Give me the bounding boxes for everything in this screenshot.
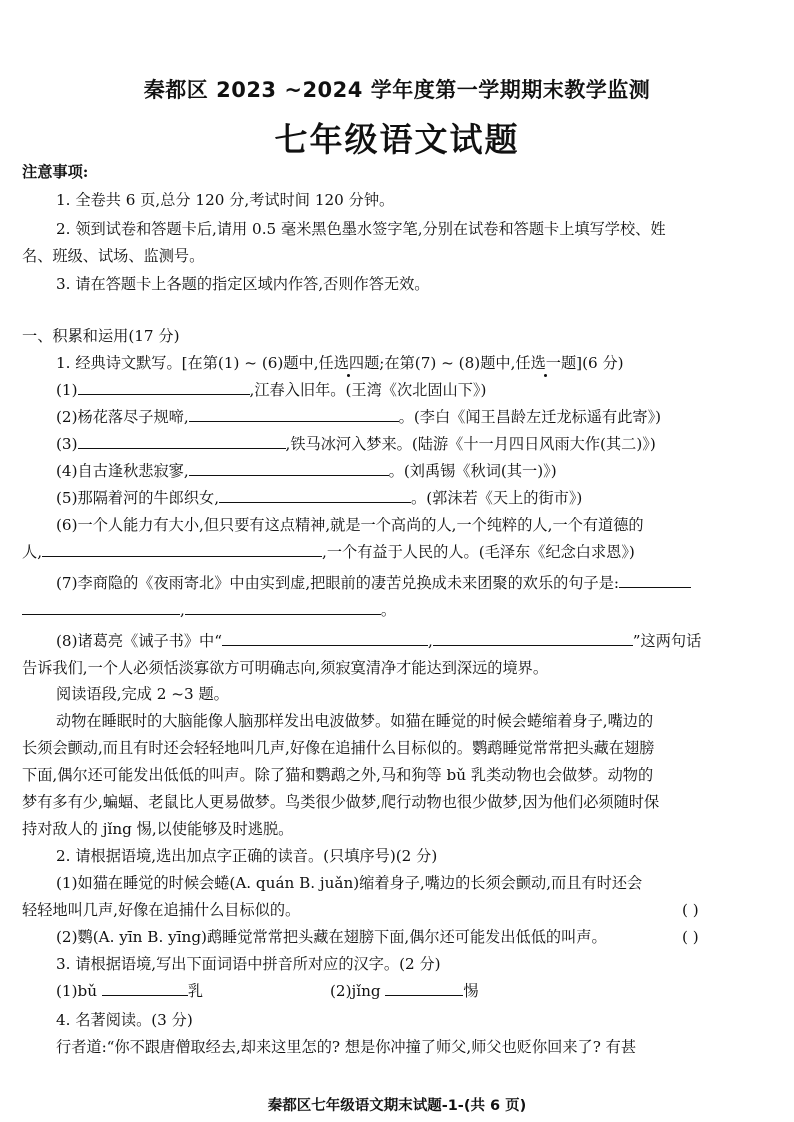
- answer-blank[interactable]: [385, 981, 463, 996]
- poem-line-5: (5)那隔着河的牛郎织女, 。(郭沫若《天上的街市》): [56, 489, 583, 507]
- reading-paragraph-line: 长须会颤动,而且有时还会轻轻地叫几声,好像在追捕什么目标似的。鹦鹉睡觉常常把头藏在翅膀: [22, 739, 655, 757]
- notice-item-2-cont: 名、班级、试场、监测号。: [22, 247, 205, 265]
- answer-paren[interactable]: ( ): [682, 901, 699, 919]
- emphasis-choose-four: 任选四题: [318, 354, 380, 372]
- question-4-stem: 4. 名著阅读。(3 分): [56, 1011, 193, 1029]
- reading-paragraph-line: 梦有多有少,蝙蝠、老鼠比人更易做梦。鸟类很少做梦,爬行动物也很少做梦,因为他们必须随时保: [22, 793, 660, 811]
- answer-blank[interactable]: [219, 488, 411, 503]
- poem-line-1: (1) ,江春入旧年。(王湾《次北固山下》): [56, 381, 487, 399]
- answer-blank[interactable]: [189, 407, 399, 422]
- poem-line-4: (4)自古逢秋悲寂寥, 。(刘禹锡《秋词(其一)》): [56, 462, 557, 480]
- poem-line-8: (8)诸葛亮《诫子书》中“ , ”这两句话: [56, 632, 702, 650]
- question-3-stem: 3. 请根据语境,写出下面词语中拼音所对应的汉字。(2 分): [56, 955, 441, 973]
- poem-line-7-cont: , 。: [22, 600, 396, 620]
- answer-blank[interactable]: [185, 600, 381, 615]
- poem-line-6: (6)一个人能力有大小,但只要有这点精神,就是一个高尚的人,一个纯粹的人,一个有道德的: [56, 516, 644, 534]
- notice-item-3: 3. 请在答题卡上各题的指定区域内作答,否则作答无效。: [56, 275, 430, 293]
- poem-line-6-cont: 人, ,一个有益于人民的人。(毛泽东《纪念白求恩》): [22, 543, 635, 561]
- answer-paren[interactable]: ( ): [682, 928, 699, 946]
- page-footer: 秦都区七年级语文期末试题-1-(共 6 页): [267, 1098, 527, 1114]
- section-heading: 一、积累和运用(17 分): [22, 327, 180, 345]
- question-1-stem: 1. 经典诗文默写。[在第(1) ~ (6)题中,任选四题;在第(7) ~ (8)题中,任选一题](6 分): [56, 354, 624, 372]
- answer-blank[interactable]: [433, 631, 633, 646]
- question-3-item-1: (1)bǔ 乳: [56, 982, 204, 1000]
- reading-paragraph-line: 动物在睡眠时的大脑能像人脑那样发出电波做梦。如猫在睡觉的时候会蜷缩着身子,嘴边的: [56, 712, 654, 730]
- answer-blank[interactable]: [78, 434, 286, 449]
- reading-intro: 阅读语段,完成 2 ~3 题。: [56, 685, 229, 703]
- poem-line-3: (3) ,铁马冰河入梦来。(陆游《十一月四日风雨大作(其二)》): [56, 435, 656, 453]
- poem-line-7: (7)李商隐的《夜雨寄北》中由实到虚,把眼前的凄苦兑换成未来团聚的欢乐的句子是:: [56, 573, 691, 593]
- poem-line-8-cont: 告诉我们,一个人必须恬淡寡欲方可明确志向,须寂寞清净才能达到深远的境界。: [22, 659, 549, 677]
- answer-blank[interactable]: [619, 573, 691, 588]
- answer-blank[interactable]: [22, 600, 180, 615]
- question-2-stem: 2. 请根据语境,选出加点字正确的读音。(只填序号)(2 分): [56, 847, 438, 865]
- question-2-item-1-cont: 轻轻地叫几声,好像在追捕什么目标似的。: [22, 901, 301, 919]
- answer-blank[interactable]: [42, 542, 322, 557]
- reading-paragraph-line: 下面,偶尔还可能发出低低的叫声。除了猫和鹦鹉之外,马和狗等 bǔ 乳类动物也会做梦。动物的: [22, 766, 654, 784]
- exam-subtitle: 七年级语文试题: [274, 120, 520, 159]
- answer-blank[interactable]: [102, 981, 188, 996]
- notice-item-1: 1. 全卷共 6 页,总分 120 分,考试时间 120 分钟。: [56, 191, 395, 209]
- exam-title: 秦都区 2023 ~2024 学年度第一学期期末教学监测: [143, 78, 651, 102]
- question-3-item-2: (2)jǐng 惕: [330, 982, 479, 1000]
- question-4-text: 行者道:“你不跟唐僧取经去,却来这里怎的? 想是你冲撞了师父,师父也贬你回来了? 有甚: [56, 1038, 637, 1056]
- notice-item-2: 2. 领到试卷和答题卡后,请用 0.5 毫米黑色墨水签字笔,分别在试卷和答题卡上填写学校、姓: [56, 220, 666, 238]
- question-2-item-1: (1)如猫在睡觉的时候会蜷(A. quán B. juǎn)缩着身子,嘴边的长须会颤动,而且有时还会: [56, 874, 643, 892]
- poem-line-2: (2)杨花落尽子规啼, 。(李白《闻王昌龄左迁龙标遥有此寄》): [56, 408, 662, 426]
- emphasis-choose-one: 任选一题: [515, 354, 577, 372]
- answer-blank[interactable]: [222, 631, 428, 646]
- reading-paragraph-line: 持对敌人的 jǐng 惕,以使能够及时逃脱。: [22, 820, 294, 838]
- question-2-item-2: (2)鹦(A. yīn B. yīng)鹉睡觉常常把头藏在翅膀下面,偶尔还可能发出低低的叫声。: [56, 928, 607, 946]
- answer-blank[interactable]: [78, 380, 250, 395]
- answer-blank[interactable]: [189, 461, 389, 476]
- notice-heading: 注意事项:: [22, 163, 89, 181]
